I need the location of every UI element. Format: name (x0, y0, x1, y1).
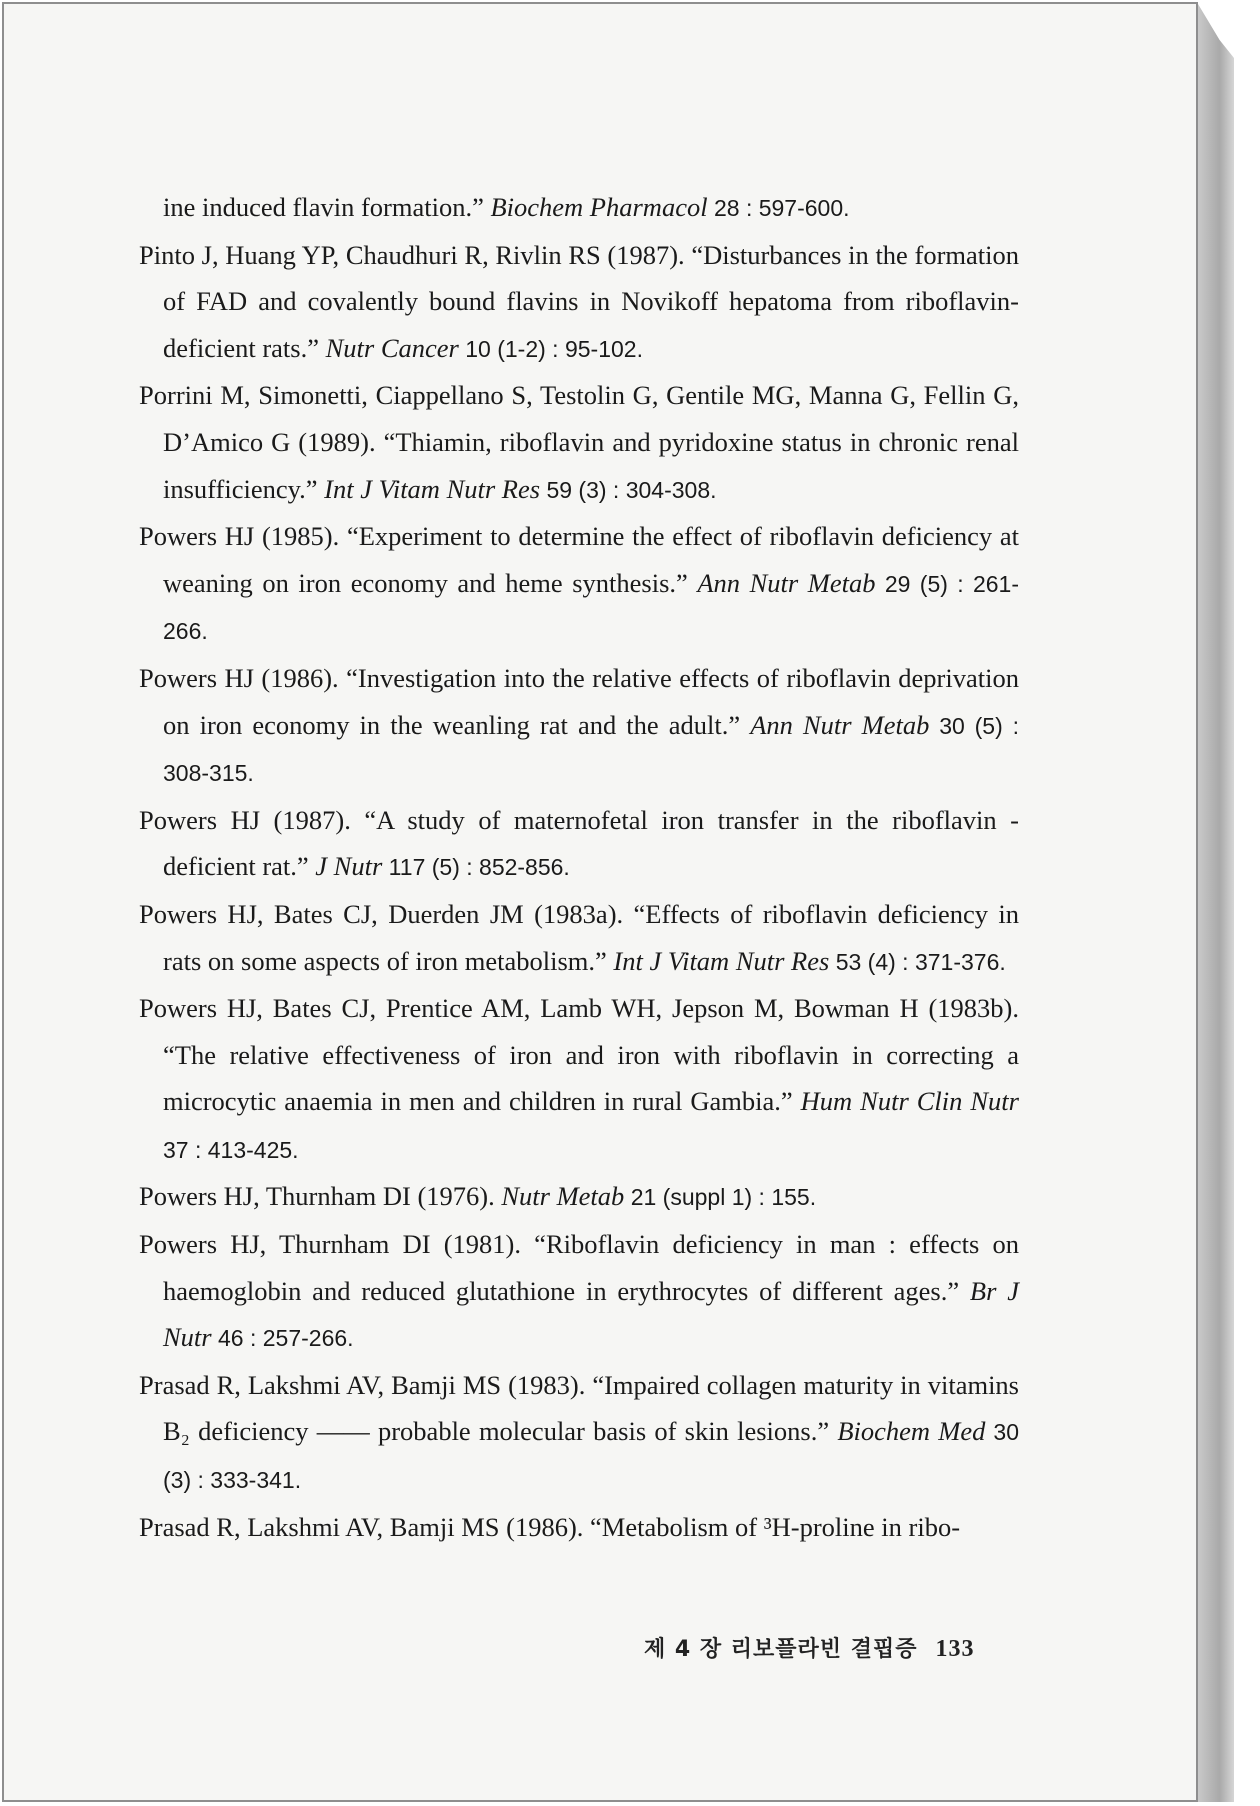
reference-entry: Powers HJ, Bates CJ, Prentice AM, Lamb WH, Jepson M, Bowman H (1983b). “The relative effectiveness of iron and iron with riboflavin in correcting a microcytic anaemia in men and children in rural Gambia.” Hum Nutr Clin Nutr 37 : 413-425. (139, 993, 1019, 1163)
reference-entry: Prasad R, Lakshmi AV, Bamji MS (1986). “Metabolism of ³H-proline in ribo- (139, 1511, 961, 1542)
reference-entry: Porrini M, Simonetti, Ciappellano S, Testolin G, Gentile MG, Manna G, Fellin G, D’Amico G (1989). “Thiamin, riboflavin and pyridoxine status in chronic renal insufficiency.” Int J Vitam Nutr Res 59 (3) : 304-308. (139, 380, 1019, 504)
reference-entry: Pinto J, Huang YP, Chaudhuri R, Rivlin RS (1987). “Disturbances in the formation of FAD and covalently bound flavins in Novikoff hepatoma from riboflavin-deficient rats.” Nutr Cancer 10 (1-2) : 95-102. (139, 239, 1019, 363)
page-edge-shadow (1198, 4, 1234, 1802)
reference-entry: Powers HJ, Thurnham DI (1981). “Riboflavin deficiency in man : effects on haemoglobin and reduced glutathione in erythrocytes of different ages.” Br J Nutr 46 : 257-266. (139, 1229, 1019, 1353)
reference-entry: Powers HJ (1987). “A study of maternofetal iron transfer in the riboflavin -deficient rat.” J Nutr 117 (5) : 852-856. (139, 804, 1019, 882)
reference-entry: Powers HJ (1986). “Investigation into the relative effects of riboflavin deprivation on iron economy in the weanling rat and the adult.” Ann Nutr Metab 30 (5) : 308-315. (139, 662, 1019, 787)
reference-list (139, 184, 1019, 1551)
reference-entry: Powers HJ, Thurnham DI (1976). Nutr Metab 21 (suppl 1) : 155. (139, 1181, 817, 1212)
chapter-title: 제 4 장 리보플라빈 결핍증 (644, 1637, 918, 1662)
reference-entry: Powers HJ, Bates CJ, Duerden JM (1983a). “Effects of riboflavin deficiency in rats on some aspects of iron metabolism.” Int J Vitam Nutr Res 53 (4) : 371-376. (139, 898, 1019, 976)
book-page (2, 2, 1198, 1802)
reference-entry: ine induced flavin formation.” Biochem Pharmacol 28 : 597-600. (163, 192, 850, 222)
reference-entry: Prasad R, Lakshmi AV, Bamji MS (1983). “Impaired collagen maturity in vitamins B₂ deficiency —— probable molecular basis of skin lesions.” Biochem Med 30 (3) : 333-341. (139, 1369, 1019, 1494)
reference-entry: Powers HJ (1985). “Experiment to determine the effect of riboflavin deficiency at weaning on iron economy and heme synthesis.” Ann Nutr Metab 29 (5) : 261-266. (139, 521, 1020, 645)
page-number: 133 (935, 1636, 975, 1662)
running-footer (644, 1632, 974, 1663)
